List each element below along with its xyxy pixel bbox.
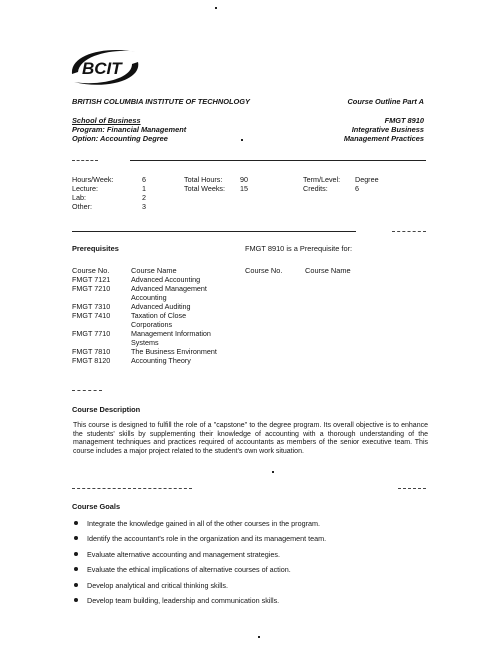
prereq-name-4b: Corporations [131, 320, 173, 329]
institution-name: BRITISH COLUMBIA INSTITUTE OF TECHNOLOGY [72, 97, 250, 106]
scan-speck [241, 139, 243, 141]
other-label: Other: [72, 202, 92, 211]
scan-speck [258, 636, 260, 638]
prereq-name-1: Advanced Accounting [131, 275, 201, 284]
goal-item: Evaluate the ethical implications of alternative courses of action. [73, 565, 433, 580]
lab-label: Lab: [72, 193, 86, 202]
bullet-icon [74, 536, 78, 540]
prereq-name-3: Advanced Auditing [131, 302, 191, 311]
col-course-no-right: Course No. [245, 266, 283, 275]
program-name: Program: Financial Management [72, 125, 187, 134]
hours-divider [72, 231, 356, 232]
credits-label: Credits: [303, 184, 328, 193]
credits-value: 6 [355, 184, 359, 193]
prereq-no-4: FMGT 7410 [72, 311, 111, 320]
goal-item: Identify the accountant's role in the organization and its management team. [73, 534, 433, 549]
prereq-name-5a: Management Information [131, 329, 211, 338]
col-course-no: Course No. [72, 266, 110, 275]
other-value: 3 [142, 202, 146, 211]
total-weeks-value: 15 [240, 184, 248, 193]
goals-list [73, 519, 433, 611]
total-weeks-label: Total Weeks: [184, 184, 226, 193]
header-divider-left [72, 160, 98, 161]
prereq-course-numbers [72, 275, 110, 365]
prereq-no-1: FMGT 7121 [72, 275, 111, 284]
description-text: This course is designed to fulfill the role of a "capstone" to the degree program. Its overall objective is to enhance the students' skills by supplementing their knowledge of accounting with a thorough understanding of the management techniques and practices required of accountants as members of the senior executive team. This course includes a major project related to the student's own work situation. [73, 422, 428, 455]
lecture-value: 1 [142, 184, 146, 193]
prereq-divider [72, 390, 102, 391]
scan-speck [215, 7, 217, 9]
bullet-icon [74, 552, 78, 556]
course-code: FMGT 8910 [384, 116, 424, 125]
prereq-no-6: FMGT 7810 [72, 347, 111, 356]
prerequisites-heading: Prerequisites [72, 244, 119, 253]
goal-item: Evaluate alternative accounting and management strategies. [73, 550, 433, 565]
hours-labels [72, 175, 113, 211]
header-divider [130, 160, 426, 161]
bullet-icon [74, 521, 78, 525]
goal-item: Develop team building, leadership and communication skills. [73, 596, 433, 611]
bullet-icon [74, 598, 78, 602]
course-title-line2: Management Practices [343, 134, 424, 143]
prereq-name-2a: Advanced Management [131, 284, 207, 293]
bullet-icon [74, 583, 78, 587]
prereq-name-5b: Systems [131, 338, 159, 347]
description-heading: Course Description [72, 405, 141, 414]
total-hours-label: Total Hours: [184, 175, 223, 184]
doc-type: Course Outline Part A [347, 97, 424, 106]
bullet-icon [74, 567, 78, 571]
prereq-name-7: Accounting Theory [131, 356, 191, 365]
course-title-line1: Integrative Business [351, 125, 424, 134]
goal-item: Integrate the knowledge gained in all of the other courses in the program. [73, 519, 433, 534]
term-values [355, 175, 379, 193]
prereq-no-3: FMGT 7310 [72, 302, 111, 311]
prereq-name-6: The Business Environment [131, 347, 217, 356]
totals-values [240, 175, 248, 193]
hours-values [142, 175, 146, 211]
description-divider-right [398, 488, 426, 489]
goals-heading: Course Goals [72, 502, 121, 511]
lecture-label: Lecture: [72, 184, 98, 193]
prereq-no-5: FMGT 7710 [72, 329, 111, 338]
logo-text: BCIT [82, 59, 122, 78]
lab-value: 2 [142, 193, 146, 202]
prerequisite-for-heading: FMGT 8910 is a Prerequisite for: [245, 244, 353, 253]
prereq-name-2b: Accounting [131, 293, 167, 302]
hours-week-label: Hours/Week: [72, 175, 114, 184]
total-hours-value: 90 [240, 175, 248, 184]
term-value: Degree [355, 175, 379, 184]
totals-labels [184, 175, 225, 193]
description-divider [72, 488, 192, 489]
school-name: School of Business [72, 116, 141, 125]
prereq-name-4a: Taxation of Close [131, 311, 187, 320]
term-labels [303, 175, 340, 193]
hours-week-value: 6 [142, 175, 146, 184]
term-label: Term/Level: [303, 175, 341, 184]
hours-divider-right [392, 231, 426, 232]
bcit-logo [66, 44, 144, 90]
option-name: Option: Accounting Degree [72, 134, 168, 143]
scan-speck [272, 471, 274, 473]
prereq-no-7: FMGT 8120 [72, 356, 111, 365]
col-course-name-right: Course Name [305, 266, 351, 275]
goal-item: Develop analytical and critical thinking skills. [73, 581, 433, 596]
prereq-no-2: FMGT 7210 [72, 284, 111, 293]
col-course-name: Course Name [131, 266, 177, 275]
prereq-course-names [131, 275, 217, 365]
